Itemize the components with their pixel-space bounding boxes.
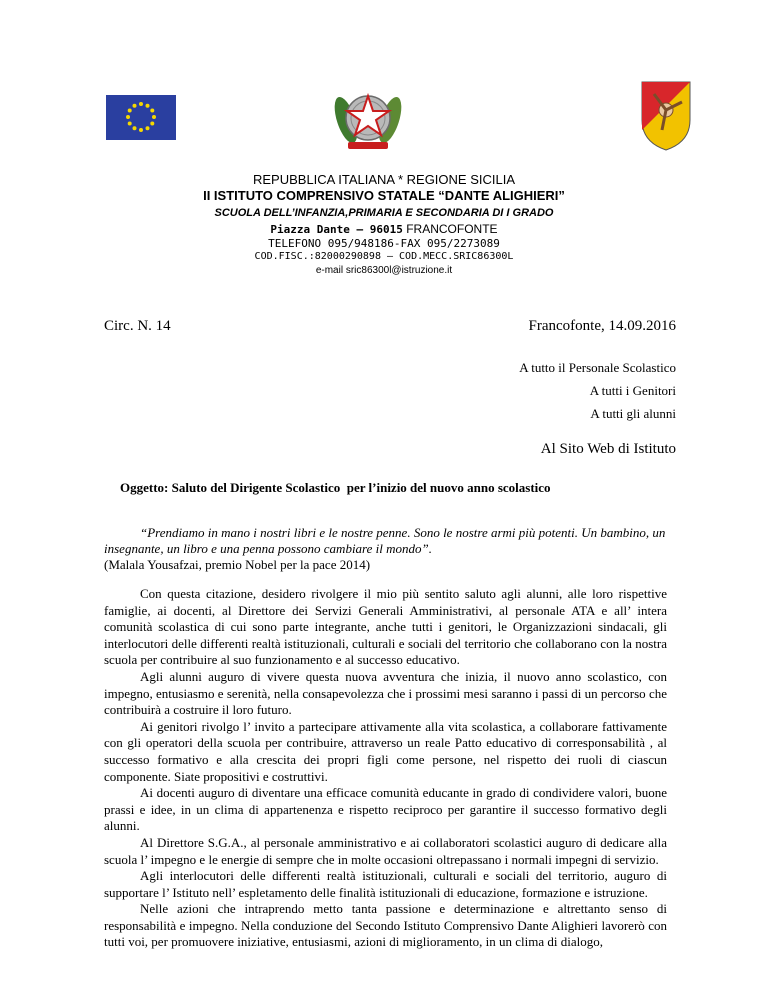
quote-text-line1: “Prendiamo in mano i nostri libri e le nostre penne. Sono le nostre armi più potenti. Un bambino, un [140,525,666,540]
eu-flag-logo [106,95,176,140]
quote-author: (Malala Yousafzai, premio Nobel per la pace 2014) [104,557,371,572]
quote-text-line2: insegnante, un libro e una penna possono cambiare il mondo”. [104,541,432,556]
address-street: Piazza Dante – 96015 [270,223,403,236]
paragraph: Con questa citazione, desidero rivolgere il mio più sentito saluto agli alunni, alle loro rispettive famiglie, ai docenti, al Direttore dei Servizi Generali Amministrativi, al personale ATA e all’ intera comunità scolastica di cui sono parte integrante, anche tutti i genitori, le Organizzazioni sindacali, gli interlocutori delle differenti realtà istituzionali, culturali e sociali del territorio che collaborano con la nostra scuola per contribuire al suo funzionamento e al successo educativo. [104,586,667,668]
header-school-name: II ISTITUTO COMPRENSIVO STATALE “DANTE ALIGHIERI” [203,188,565,203]
header-line-republic: REPUBBLICA ITALIANA * REGIONE SICILIA [252,172,515,187]
header-email: e-mail sric86300l@istruzione.it [315,265,453,276]
paragraph: Al Direttore S.G.A., al personale amministrativo e ai collaboratori scolastici auguro di dedicare alla scuola l’ impegno e le energie di sempre che in molte occasioni oltrepassano i normali impegni di servizio. [104,834,667,867]
letter-body [104,586,667,951]
italian-republic-emblem [330,82,406,154]
paragraph: Ai genitori rivolgo l’ invito a partecipare attivamente alla vita scolastica, a collaborare fattivamente con gli operatori della scuola per contribuire, attraverso un reale Patto educativo di corresponsabilità , al successo formativo e alla crescita dei propri figli come persone, nel rispetto dei ruoli di ciascun componente. Siate propositivi e costruttivi. [104,718,667,784]
recipient-staff: A tutto il Personale Scolastico [519,360,676,375]
circular-number: Circ. N. 14 [104,318,171,334]
address-city: FRANCOFONTE [406,222,498,236]
header-phone: TELEFONO 095/948186-FAX 095/2273089 [268,237,500,250]
star-emblem-icon [330,82,406,154]
subject-line: Oggetto: Saluto del Dirigente Scolastico per l’inizio del nuovo anno scolastico [120,480,551,495]
quote-block [104,525,667,573]
paragraph: Agli alunni auguro di vivere questa nuova avventura che inizia, il nuovo anno scolastico, con impegno, entusiasmo e serenità, nella consapevolezza che i prossimi mesi saranno i passi di un percorso che contribuirà a costruire il loro futuro. [104,668,667,718]
place-date: Francofonte, 14.09.2016 [528,318,676,334]
recipient-parents: A tutti i Genitori [589,383,676,398]
recipient-website: Al Sito Web di Istituto [540,441,676,457]
paragraph: Agli interlocutori delle differenti realtà istituzionali, culturali e sociali del territorio, auguro di supportare l’ Istituto nell’ espletamento delle finalità istituzionali di educazione, formazione e istruzione. [104,868,667,900]
paragraph: Nelle azioni che intraprendo metto tanta passione e determinazione e altrettanto senso di responsabilità e impegno. Nella conduzione del Secondo Istituto Comprensivo Dante Alighieri lavorerò con tutti voi, per promuovere iniziative, entusiasmi, azioni di miglioramento, in un clima di dialogo, [104,901,667,950]
recipient-students: A tutti gli alunni [590,406,676,421]
header-codes: COD.FISC.:82000290898 – COD.MECC.SRIC86300L [254,251,514,262]
sicily-region-crest [640,80,692,152]
paragraph: Ai docenti auguro di diventare una efficace comunità educante in grado di condividere valori, buone prassi e idee, in un clima di appartenenza e rispetto reciproco per garantire il successo formativo degli alunni. [104,785,667,834]
trinacria-icon [640,80,692,152]
header-address [0,222,768,236]
eu-flag-icon [106,95,176,140]
header-school-levels: SCUOLA DELL’INFANZIA,PRIMARIA E SECONDARIA DI I GRADO [214,207,554,219]
